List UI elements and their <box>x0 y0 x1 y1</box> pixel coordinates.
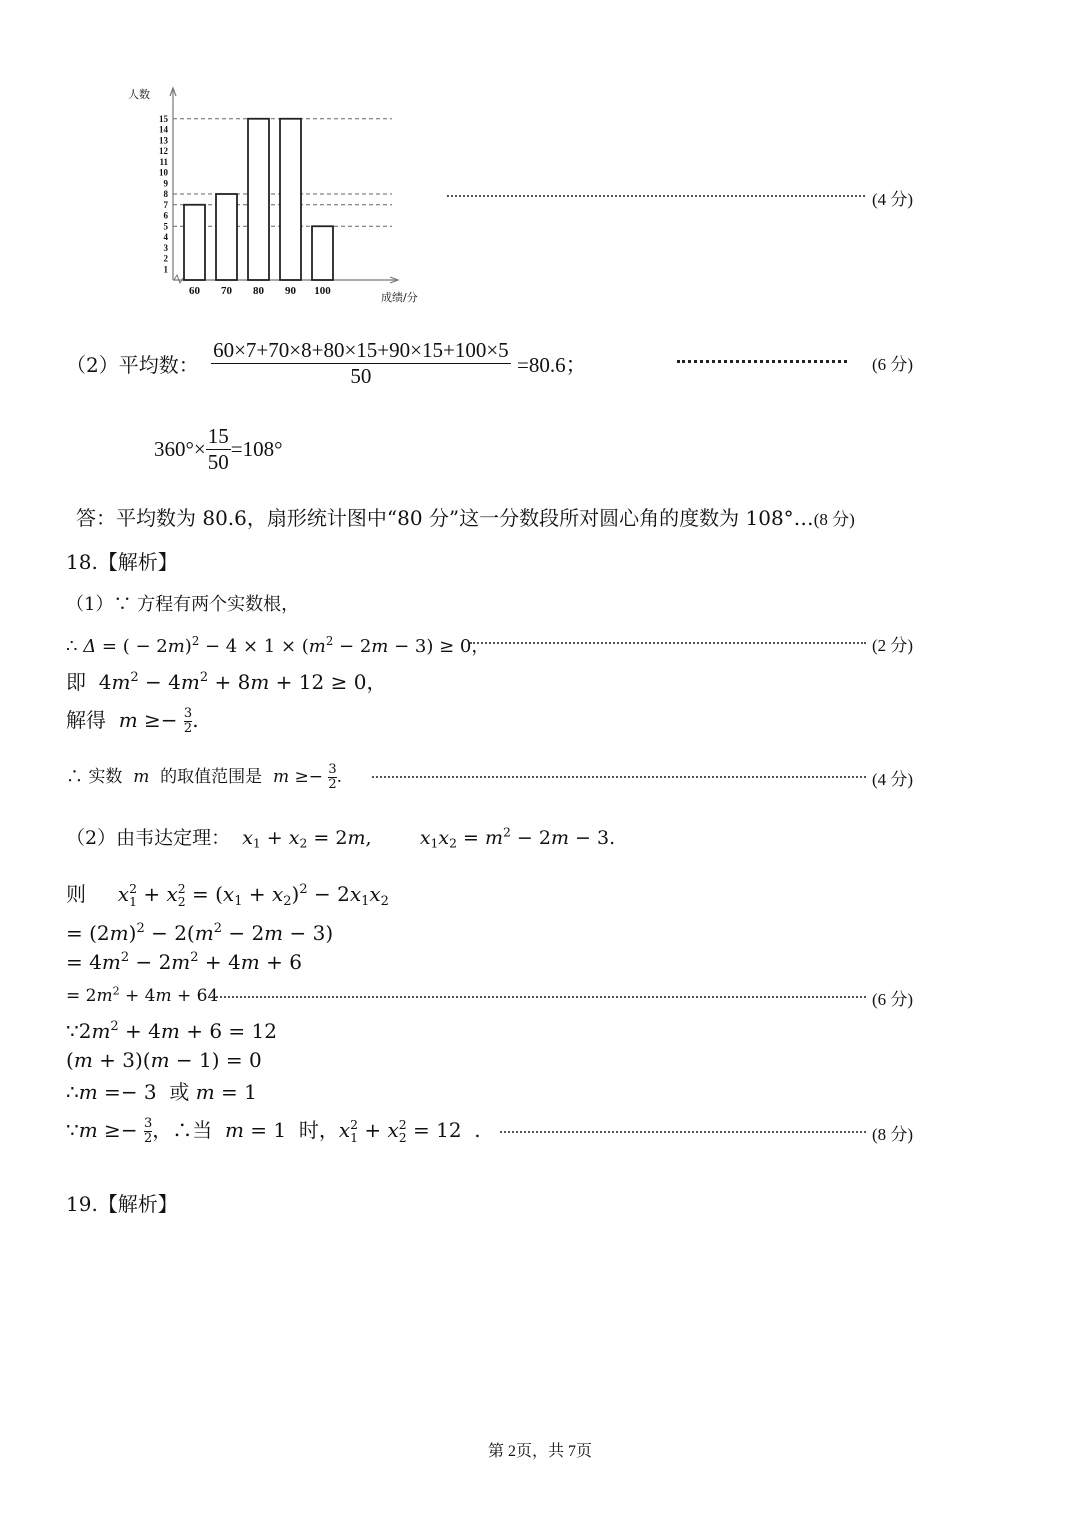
frac-num: 3 <box>143 1116 153 1131</box>
score-mark: (8 分) <box>872 1125 914 1144</box>
shi-word: 时， <box>298 1118 339 1142</box>
step-line-3: = $2m^2 + 4m + 64$ <box>66 984 219 1006</box>
y-tick-label: 1 <box>163 264 168 275</box>
y-tick-label: 5 <box>163 221 168 232</box>
y-tick-label: 13 <box>159 135 168 146</box>
score-histogram <box>120 82 440 314</box>
inequality-line: 即 $4m^2 - 4m^2 + 8m + 12 \ge 0$， <box>66 670 387 694</box>
bar-100 <box>312 226 333 280</box>
x-tick-label: 60 <box>189 285 200 297</box>
ji-word: 即 <box>66 670 86 694</box>
answer-text: 答：平均数为 80.6，扇形统计图中“80 分”这一分数段所对圆心角的度数为 108°… <box>76 506 814 530</box>
jie-word: 解得 <box>66 708 106 732</box>
page-footer: 第 2页，共 7页 <box>487 1443 592 1460</box>
angle-numerator: 15 <box>207 424 229 448</box>
dotted-leader <box>372 776 866 778</box>
mean-denominator: 50 <box>211 363 511 389</box>
dang-word: ，∴当 <box>152 1118 213 1142</box>
range-mid: 的取值范围是 <box>160 767 263 787</box>
dotted-leader <box>447 195 865 197</box>
dotted-leader <box>677 360 847 363</box>
axis-break-mark <box>174 275 183 283</box>
step-line-1: = $(2m)^2 - 2(m^2 - 2m - 3)$ <box>66 921 334 945</box>
x-tick-label: 80 <box>253 285 264 297</box>
y-tick-label: 8 <box>163 189 168 199</box>
y-tick-label: 4 <box>163 232 168 242</box>
bar-70 <box>216 194 237 280</box>
delta-line: ∴ Δ = ( − $2m)^2 - 4 \times 1 \times (m^2 - 2m - 3) \ge 0$， <box>66 633 490 657</box>
dotted-leader <box>470 642 866 644</box>
x-tick-label: 70 <box>221 285 232 297</box>
or-word: 或 <box>169 1080 190 1104</box>
part2-label: （2）由韦达定理： <box>66 827 231 849</box>
mean-fraction <box>211 338 511 389</box>
range-line: ∴ 实数 m 的取值范围是 $m \ge- \frac{3}{2}$ . <box>66 762 343 792</box>
frac-num: 3 <box>328 762 337 777</box>
dotted-leader <box>212 996 866 998</box>
q19-heading: 19.【解析】 <box>66 1192 178 1216</box>
solve-line: 解得 $m \ge- \frac{3}{2}$ . <box>66 706 199 736</box>
bar-90 <box>280 119 301 280</box>
equation-line: $\because 2m^2 + 4m + 6 = 12$ <box>66 1019 277 1043</box>
angle-denominator: 50 <box>207 450 229 474</box>
sum-squares-line: 则 x 2 1 + x 2 2 = $(x_1 + x_2)^2 - 2x_1x_2$ <box>66 881 389 909</box>
angle-prefix: 360°× <box>154 437 206 461</box>
frac-den: 2 <box>183 721 193 736</box>
y-tick-label: 15 <box>159 113 168 124</box>
conclusion-line: ∵m ≥− $\frac{3}{2}$ ，∴当 m = 1 时，x 2 1 + x 2 2 = 12 . <box>66 1116 481 1146</box>
x-axis-label: 成绩/分 <box>381 291 418 304</box>
angle-line <box>154 424 283 475</box>
mean-numerator: 60×7+70×8+80×15+90×15+100×5 <box>213 338 509 362</box>
y-tick-label: 6 <box>163 210 168 221</box>
y-tick-label: 2 <box>163 253 168 264</box>
frac-den: 2 <box>143 1131 153 1146</box>
y-tick-label: 11 <box>159 156 168 167</box>
score-mark: (8 分) <box>813 510 855 529</box>
q18-heading: 18.【解析】 <box>66 550 178 574</box>
frac-den: 2 <box>328 777 337 792</box>
delta-tail: ≥ 0， <box>439 636 490 657</box>
roots-line: ∴m =− 3 或 m = 1 <box>66 1080 257 1104</box>
y-tick-label: 14 <box>159 124 168 135</box>
bar-60 <box>184 205 205 280</box>
frac-num: 3 <box>183 706 193 721</box>
y-axis-label: 人数 <box>128 88 150 101</box>
y-tick-label: 9 <box>163 178 168 189</box>
range-prefix: ∴ 实数 <box>66 767 123 787</box>
y-tick-label: 10 <box>159 167 168 178</box>
bar-80 <box>248 119 269 280</box>
score-mark: (2 分) <box>872 636 914 655</box>
therefore: ∴ <box>66 636 84 657</box>
step-line-2: = $4m^2 - 2m^2 + 4m + 6$ <box>66 950 302 974</box>
y-tick-label: 12 <box>159 146 168 156</box>
mean-result: =80.6； <box>517 352 587 377</box>
angle-result: =108° <box>230 437 283 461</box>
answer-line <box>76 502 855 531</box>
ze-word: 则 <box>66 882 86 906</box>
score-mark: (6 分) <box>872 990 914 1009</box>
factor-line: (m + 3)(m − 1) = 0 <box>66 1048 262 1072</box>
score-mark: (4 分) <box>872 190 914 209</box>
y-tick-label: 3 <box>163 242 168 253</box>
dotted-leader <box>500 1131 866 1133</box>
vieta-line: （2）由韦达定理： $x_1 + x_2 = 2m$, $x_1x_2 = m^2 - 2m - 3$. <box>66 825 616 851</box>
score-mark: (6 分) <box>872 355 914 374</box>
q18-part1-intro: （1）∵ 方程有两个实数根， <box>66 594 300 615</box>
mean-line <box>66 338 587 389</box>
y-tick-label: 7 <box>163 199 168 210</box>
part2-label: （2）平均数： <box>66 353 199 377</box>
x-tick-label: 100 <box>314 285 331 297</box>
angle-fraction <box>206 424 231 475</box>
score-mark: (4 分) <box>872 770 914 789</box>
x-tick-label: 90 <box>285 285 296 297</box>
